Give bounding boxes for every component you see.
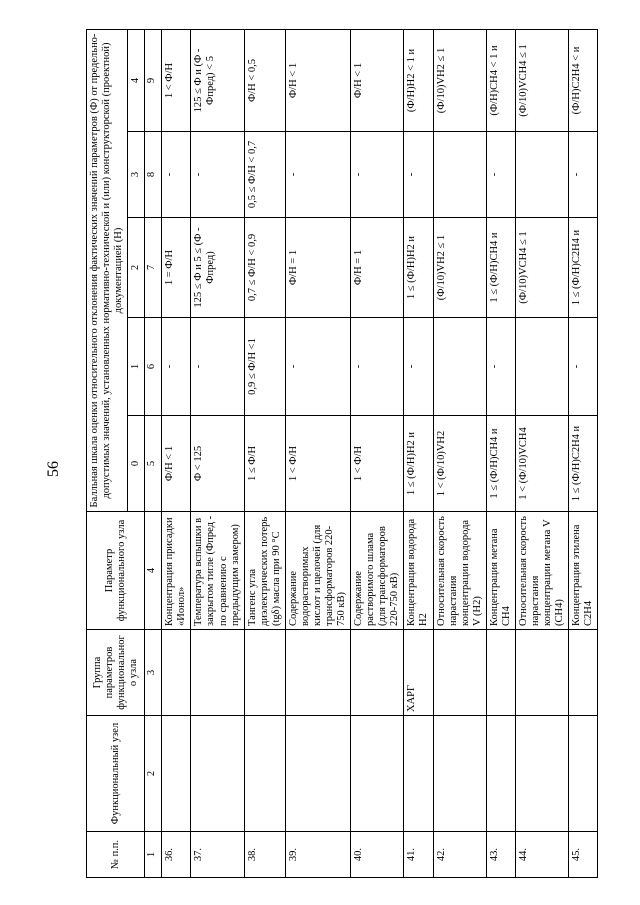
row-score-1: - bbox=[191, 318, 244, 416]
row-score-2: 125 ≤ Ф и 5 ≤ (Ф - Фпред) bbox=[191, 218, 244, 318]
table-row bbox=[515, 29, 568, 877]
row-score-1: - bbox=[486, 318, 515, 416]
row-group: ХАРГ bbox=[404, 630, 433, 716]
row-score-4: (Ф/Н)C2H4 < и bbox=[569, 29, 598, 131]
row-score-1 bbox=[433, 318, 486, 416]
header-group: Группа параметров функционального узла bbox=[87, 630, 145, 716]
row-score-2: (Ф/10)VH2 ≤ 1 bbox=[433, 218, 486, 318]
row-score-3: - bbox=[162, 132, 191, 218]
row-group bbox=[191, 630, 244, 716]
column-number: 1 bbox=[145, 832, 162, 878]
row-score-2: Ф/Н = 1 bbox=[285, 218, 350, 318]
row-unit bbox=[433, 716, 486, 832]
row-unit bbox=[285, 716, 350, 832]
score-label: 4 bbox=[128, 29, 145, 131]
table-row bbox=[191, 29, 244, 877]
header-num: № п.п. bbox=[87, 832, 145, 878]
row-score-3 bbox=[515, 132, 568, 218]
table-row bbox=[244, 29, 285, 877]
row-score-3 bbox=[433, 132, 486, 218]
table-row bbox=[569, 29, 598, 877]
row-score-1: - bbox=[351, 318, 404, 416]
row-score-4: Ф/Н < 1 bbox=[351, 29, 404, 131]
row-unit bbox=[351, 716, 404, 832]
row-group bbox=[515, 630, 568, 716]
row-number: 45. bbox=[569, 832, 598, 878]
row-group bbox=[351, 630, 404, 716]
row-score-4: 1 < Ф/Н bbox=[162, 29, 191, 131]
row-score-3: - bbox=[569, 132, 598, 218]
row-unit bbox=[486, 716, 515, 832]
row-score-0: Ф < 125 bbox=[191, 416, 244, 512]
row-unit bbox=[404, 716, 433, 832]
column-number: 6 bbox=[145, 318, 162, 416]
row-number: 42. bbox=[433, 832, 486, 878]
table-row bbox=[162, 29, 191, 877]
row-score-3: - bbox=[285, 132, 350, 218]
row-parameter: Содержание водорастворимых кислот и щелочей (для трансформаторов 220-750 кВ) bbox=[285, 512, 350, 630]
row-score-1: - bbox=[285, 318, 350, 416]
header-scale: Балльная шкала оценки относительного отклонения фактических значений параметров (Ф) от предельно-допустимых значений, установленных нормативно-технической и (или) конструкторской (проектной) документацией (Н) bbox=[87, 29, 128, 511]
header-row bbox=[87, 29, 128, 877]
row-unit bbox=[515, 716, 568, 832]
row-parameter: Содержание растворимого шлама (для трансформаторов 220-750 кВ) bbox=[351, 512, 404, 630]
column-numbers-row bbox=[145, 29, 162, 877]
column-number: 4 bbox=[145, 512, 162, 630]
row-score-4: (Ф/Н)CH4 < 1 и bbox=[486, 29, 515, 131]
table-row bbox=[433, 29, 486, 877]
row-number: 44. bbox=[515, 832, 568, 878]
row-number: 43. bbox=[486, 832, 515, 878]
row-score-3: 0,5 ≤ Ф/Н < 0,7 bbox=[244, 132, 285, 218]
table-row bbox=[285, 29, 350, 877]
row-score-2: (Ф/10)VCH4 ≤ 1 bbox=[515, 218, 568, 318]
row-score-3: - bbox=[351, 132, 404, 218]
row-parameter: Тангенс угла диэлектрических потерь (tgδ) масла при 90 °С bbox=[244, 512, 285, 630]
column-number: 3 bbox=[145, 630, 162, 716]
row-score-0: 1 < Ф/Н bbox=[351, 416, 404, 512]
row-score-0: 1 < Ф/Н bbox=[285, 416, 350, 512]
table-row bbox=[486, 29, 515, 877]
row-number: 41. bbox=[404, 832, 433, 878]
row-number: 39. bbox=[285, 832, 350, 878]
row-score-0: 1 ≤ (Ф/Н)H2 и bbox=[404, 416, 433, 512]
row-score-4: (Ф/10)VCH4 ≤ 1 bbox=[515, 29, 568, 131]
row-number: 37. bbox=[191, 832, 244, 878]
parameters-table bbox=[86, 29, 598, 878]
row-score-2: 0,7 ≤ Ф/Н < 0,9 bbox=[244, 218, 285, 318]
column-number: 7 bbox=[145, 218, 162, 318]
table-body bbox=[162, 29, 598, 877]
row-group bbox=[244, 630, 285, 716]
column-number: 2 bbox=[145, 716, 162, 832]
row-unit bbox=[569, 716, 598, 832]
row-score-1: 0,9 ≤ Ф/Н <1 bbox=[244, 318, 285, 416]
row-parameter: Относительная скорость нарастания концентрации метана V (CH4) bbox=[515, 512, 568, 630]
row-score-0: 1 < (Ф/10)VCH4 bbox=[515, 416, 568, 512]
page-number: 56 bbox=[45, 461, 62, 477]
row-score-0: 1 ≤ Ф/Н bbox=[244, 416, 285, 512]
column-number: 9 bbox=[145, 29, 162, 131]
row-score-1: - bbox=[569, 318, 598, 416]
row-score-2: Ф/Н = 1 bbox=[351, 218, 404, 318]
row-score-1: - bbox=[404, 318, 433, 416]
score-label: 0 bbox=[128, 416, 145, 512]
row-group bbox=[433, 630, 486, 716]
row-score-4: 125 ≤ Ф и (Ф - Фпред) < 5 bbox=[191, 29, 244, 131]
row-score-2: 1 ≤ (Ф/Н)C2H4 и bbox=[569, 218, 598, 318]
table-row bbox=[351, 29, 404, 877]
row-unit bbox=[244, 716, 285, 832]
column-number: 8 bbox=[145, 132, 162, 218]
row-score-2: 1 ≤ (Ф/Н)CH4 и bbox=[486, 218, 515, 318]
column-number: 5 bbox=[145, 416, 162, 512]
row-score-4: (Ф/10)VH2 ≤ 1 bbox=[433, 29, 486, 131]
rotated-table-container bbox=[86, 30, 626, 878]
row-number: 40. bbox=[351, 832, 404, 878]
row-score-2: 1 = Ф/Н bbox=[162, 218, 191, 318]
row-group bbox=[569, 630, 598, 716]
row-score-0: 1 ≤ (Ф/Н)CH4 и bbox=[486, 416, 515, 512]
row-unit bbox=[162, 716, 191, 832]
row-score-4: (Ф/Н)H2 < 1 и bbox=[404, 29, 433, 131]
row-group bbox=[162, 630, 191, 716]
row-score-1: - bbox=[162, 318, 191, 416]
score-label: 2 bbox=[128, 218, 145, 318]
header-param: Параметр функционального узла bbox=[87, 512, 145, 630]
row-score-2: 1 ≤ (Ф/Н)H2 и bbox=[404, 218, 433, 318]
row-parameter: Концентрация этилена C2H4 bbox=[569, 512, 598, 630]
row-parameter: Температура вспышки в закрытом тигле (Фпред - по сравнению с предыдущим замером) bbox=[191, 512, 244, 630]
row-number: 36. bbox=[162, 832, 191, 878]
row-parameter: Относительная скорость нарастания концентрации водорода V (H2) bbox=[433, 512, 486, 630]
row-score-0: Ф/Н < 1 bbox=[162, 416, 191, 512]
row-score-3: - bbox=[404, 132, 433, 218]
score-label: 1 bbox=[128, 318, 145, 416]
row-group bbox=[486, 630, 515, 716]
row-parameter: Концентрация водорода H2 bbox=[404, 512, 433, 630]
row-score-0: 1 ≤ (Ф/Н)C2H4 и bbox=[569, 416, 598, 512]
row-parameter: Концентрация метана CH4 bbox=[486, 512, 515, 630]
header-unit: Функциональный узел bbox=[87, 716, 145, 832]
row-score-4: Ф/Н < 1 bbox=[285, 29, 350, 131]
row-score-3: - bbox=[486, 132, 515, 218]
row-unit bbox=[191, 716, 244, 832]
row-group bbox=[285, 630, 350, 716]
row-score-0: 1 < (Ф/10)VH2 bbox=[433, 416, 486, 512]
row-score-3: - bbox=[191, 132, 244, 218]
row-score-1 bbox=[515, 318, 568, 416]
score-label: 3 bbox=[128, 132, 145, 218]
row-number: 38. bbox=[244, 832, 285, 878]
table-row bbox=[404, 29, 433, 877]
row-score-4: Ф/Н < 0,5 bbox=[244, 29, 285, 131]
row-parameter: Концентрация присадки «Ионол» bbox=[162, 512, 191, 630]
